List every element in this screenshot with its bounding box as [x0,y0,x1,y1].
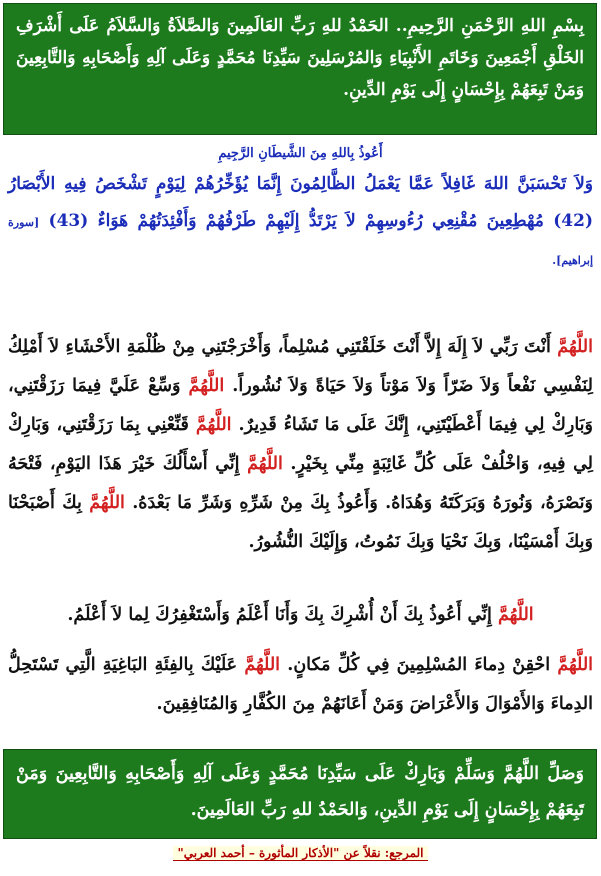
quran-verse [8,166,593,279]
closing-box [3,749,597,839]
reference-text: المرجع: نقلاً عن "الأذكار المأثورة – أحمد العربي" [173,846,427,861]
dua-text: عَلَيْكَ بِالفِئَةِ البَاغِيَةِ الَّتِي تَسْتَحِلُّ الدِماءَ وَالأَمْوَالَ وَالأَعْرَاضَ وَمَنْ أَعَانَهُمْ مِنَ الكُفَّارِ وَالمُنَافِقِينَ. [8,655,593,714]
dua-invocation: اللَّهُمَّ [247,454,283,474]
dua-text: بِكَ أَصْبَحْنَا وَبِكَ أَمْسَيْنَا، وَبِكَ نَحْيَا وَبِكَ نَمُوتُ، وَإِلَيْكَ النُّشُورُ. [8,493,593,552]
dua-invocation: اللَّهُمَّ [188,376,225,396]
dua-invocation: اللَّهُمَّ [557,655,594,675]
dua-text: أَنْتَ رَبِّي لاَ إِلَهَ إِلاَّ أَنْتَ خَلَقْتَنِي مُسْلِماً، وَأَخْرَجْتَنِي مِنْ ظُلْمَةِ الأَحْشَاءِ لاَ أَمْلِكُ لِنَفْسِي نَفْعاً وَلاَ ضَرّاً وَلاَ مَوْتاً وَلاَ حَيَاةً وَلاَ نُشُوراً. [8,337,593,396]
intro-box [3,3,597,135]
dua-invocation: اللَّهُمَّ [497,605,534,625]
dua-text: إِنِّي أَعُوذُ بِكَ أَنْ أُشْرِكَ بِكَ وَأَنَا أَعْلَمُ وَأَسْتَغْفِرُكَ لِما لاَ أَعْلَمُ. [67,605,498,625]
reference-line [0,846,601,860]
sura-name: [سورة إبراهيم]. [8,216,593,267]
intro-text: بِسْمِ اللهِ الرَّحْمَنِ الرَّحِيمِ.. الحَمْدُ للهِ رَبِّ العَالَمِينَ وَالصَّلاَةُ وَالسَّلاَمُ عَلَى أَشْرَفِ الخَلْقِ أَجْمَعِينَ وَخَاتَمِ الأَنْبِيَاءِ وَالمُرْسَلِينَ سَيِّدِنَا مُحَمَّدٍ وَعَلَى آلِهِ وَأَصْحَابِهِ وَالتَّابِعِينَ وَمَنْ تَبِعَهُمْ بِإِحْسَانٍ إِلَى يَوْمِ الدِّينِ. [16,16,584,100]
dua-text: قَنِّعْنِي بِمَا رَزَقْتَنِي، وَبَارِكْ لِي فِيهِ، وَاخْلُفْ عَلَى كُلِّ غَائِبَةٍ مِنِّي بِخَيْرٍ. [8,415,593,474]
dua-paragraph-2 [8,596,593,635]
dua-invocation: اللَّهُمَّ [89,493,125,513]
dua-text: احْقِنْ دِماءَ المُسْلِمِينَ فِي كُلِّ مَكانٍ. [280,655,558,675]
verse-text: وَلاَ تَحْسَبَنَّ اللهَ غَافِلاً عَمَّا يَعْمَلُ الظَّالِمُونَ إِنَّمَا يُؤَخِّرُهُمْ لِيَوْمٍ تَشْخَصُ فِيهِ الأَبْصَارُ (42) مُهْطِعِينَ مُقْنِعِي رُءُوسِهِمْ لاَ يَرْتَدُّ إِلَيْهِمْ طَرْفُهُمْ وَأَفْئِدَتُهُمْ هَوَاءٌ (43) [8,174,594,231]
dua-text: إِنِّي أَسْأَلُكَ خَيْرَ هَذَا اليَوْمِ، فَتْحَهُ وَنَصْرَهُ، وَنُورَهُ وَبَرَكَتَهُ وَهُدَاهُ. وَأَعُوذُ بِكَ مِنْ شَرِّهِ وَشَرِّ مَا بَعْدَهُ. [8,454,593,513]
taawwudh-line: أَعُوذُ بِاللهِ مِنَ الشَّيطَانِ الرَّجِيمِ [218,146,383,161]
dua-invocation: اللَّهُمَّ [195,415,232,435]
closing-text: وَصَلِّ اللَّهُمَّ وَسَلِّمْ وَبَارِكْ عَلَى سَيِّدِنَا مُحَمَّدٍ وَعَلَى آلِهِ وَأَصْحَابِهِ وَالتَّابِعِينَ وَمَنْ تَبِعَهُمْ بِإِحْسَانٍ إِلَى يَوْمِ الدِّينِ، وَالحَمْدُ للهِ رَبِّ العَالَمِينَ. [16,764,584,820]
dua-text: وَسِّعْ عَلَيَّ فِيمَا رَزَقْتَنِي، وَبَارِكْ لِي فِيمَا أَعْطَيْتَنِي، إِنَّكَ عَلَى مَا تَشَاءُ قَدِيرٌ. [8,376,593,435]
dua-invocation: اللَّهُمَّ [244,655,281,675]
dua-paragraph-3 [8,646,593,724]
dua-paragraph-1 [8,328,593,562]
dua-invocation: اللَّهُمَّ [557,337,593,357]
